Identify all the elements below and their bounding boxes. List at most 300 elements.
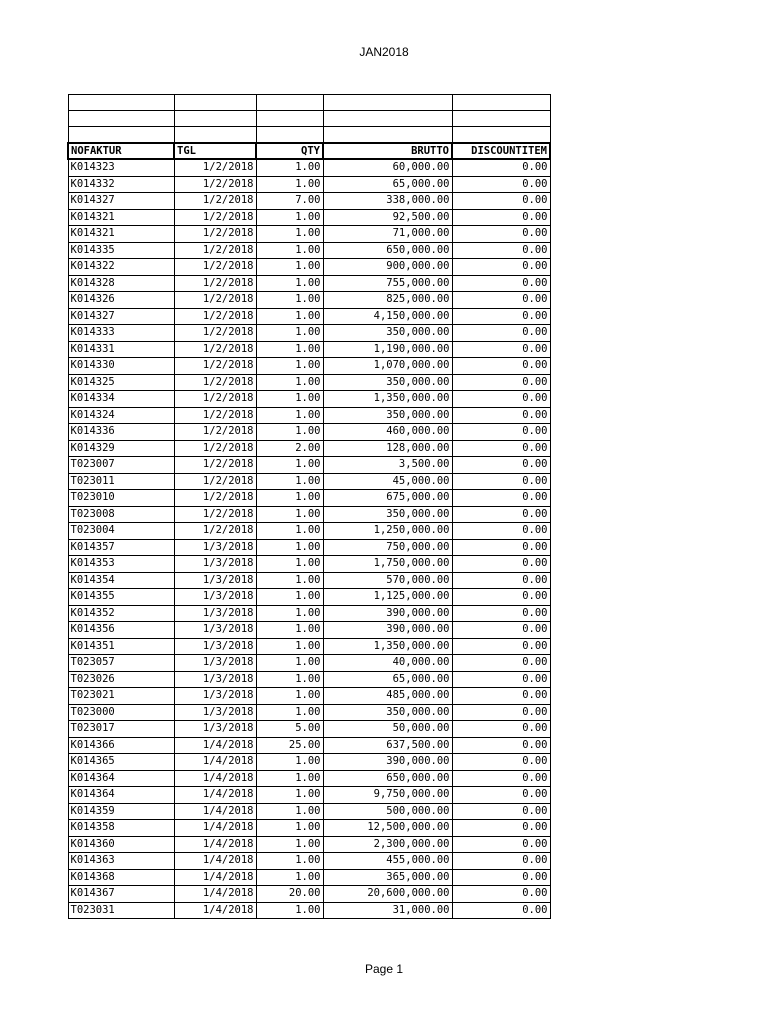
cell-qty: 1.00 (256, 869, 323, 886)
cell-nofaktur: K014331 (68, 341, 174, 358)
cell-discountitem: 0.00 (452, 523, 550, 540)
cell-qty: 1.00 (256, 292, 323, 309)
blank-cell (256, 127, 323, 144)
cell-tgl: 1/4/2018 (174, 803, 256, 820)
cell-tgl: 1/2/2018 (174, 358, 256, 375)
cell-discountitem: 0.00 (452, 688, 550, 705)
cell-nofaktur: K014364 (68, 787, 174, 804)
cell-tgl: 1/4/2018 (174, 853, 256, 870)
cell-tgl: 1/3/2018 (174, 556, 256, 573)
cell-brutto: 1,070,000.00 (323, 358, 452, 375)
cell-discountitem: 0.00 (452, 902, 550, 919)
cell-discountitem: 0.00 (452, 671, 550, 688)
cell-qty: 1.00 (256, 259, 323, 276)
cell-brutto: 675,000.00 (323, 490, 452, 507)
cell-qty: 1.00 (256, 572, 323, 589)
cell-discountitem: 0.00 (452, 473, 550, 490)
cell-brutto: 460,000.00 (323, 424, 452, 441)
cell-qty: 25.00 (256, 737, 323, 754)
cell-tgl: 1/2/2018 (174, 226, 256, 243)
blank-cell (323, 127, 452, 144)
table-row (68, 589, 550, 606)
table-row (68, 325, 550, 342)
cell-nofaktur: T023017 (68, 721, 174, 738)
blank-cell (256, 95, 323, 111)
cell-brutto: 1,125,000.00 (323, 589, 452, 606)
table-row (68, 226, 550, 243)
cell-tgl: 1/2/2018 (174, 457, 256, 474)
cell-qty: 1.00 (256, 407, 323, 424)
cell-discountitem: 0.00 (452, 655, 550, 672)
table-row (68, 473, 550, 490)
cell-qty: 7.00 (256, 193, 323, 210)
cell-tgl: 1/2/2018 (174, 159, 256, 176)
cell-discountitem: 0.00 (452, 622, 550, 639)
cell-brutto: 1,750,000.00 (323, 556, 452, 573)
cell-brutto: 1,350,000.00 (323, 638, 452, 655)
cell-qty: 1.00 (256, 622, 323, 639)
table-row (68, 886, 550, 903)
cell-qty: 1.00 (256, 803, 323, 820)
cell-discountitem: 0.00 (452, 325, 550, 342)
cell-discountitem: 0.00 (452, 176, 550, 193)
cell-discountitem: 0.00 (452, 242, 550, 259)
cell-qty: 1.00 (256, 424, 323, 441)
cell-brutto: 338,000.00 (323, 193, 452, 210)
cell-tgl: 1/4/2018 (174, 770, 256, 787)
page-title: JAN2018 (359, 45, 409, 59)
cell-tgl: 1/2/2018 (174, 391, 256, 408)
cell-nofaktur: K014351 (68, 638, 174, 655)
cell-nofaktur: T023000 (68, 704, 174, 721)
cell-qty: 2.00 (256, 440, 323, 457)
blank-cell (256, 111, 323, 127)
cell-brutto: 350,000.00 (323, 374, 452, 391)
table-row (68, 308, 550, 325)
cell-brutto: 825,000.00 (323, 292, 452, 309)
cell-brutto: 92,500.00 (323, 209, 452, 226)
blank-cell (68, 95, 174, 111)
table-row (68, 407, 550, 424)
cell-brutto: 40,000.00 (323, 655, 452, 672)
blank-cell (68, 111, 174, 127)
cell-qty: 1.00 (256, 671, 323, 688)
cell-qty: 1.00 (256, 159, 323, 176)
cell-nofaktur: K014353 (68, 556, 174, 573)
cell-discountitem: 0.00 (452, 226, 550, 243)
cell-brutto: 390,000.00 (323, 754, 452, 771)
cell-brutto: 390,000.00 (323, 622, 452, 639)
table-row (68, 638, 550, 655)
cell-tgl: 1/3/2018 (174, 539, 256, 556)
cell-tgl: 1/3/2018 (174, 622, 256, 639)
cell-qty: 1.00 (256, 209, 323, 226)
cell-discountitem: 0.00 (452, 721, 550, 738)
blank-cell (452, 111, 550, 127)
cell-qty: 1.00 (256, 226, 323, 243)
cell-nofaktur: K014363 (68, 853, 174, 870)
cell-tgl: 1/3/2018 (174, 589, 256, 606)
cell-tgl: 1/3/2018 (174, 688, 256, 705)
cell-discountitem: 0.00 (452, 440, 550, 457)
table-row (68, 440, 550, 457)
cell-qty: 1.00 (256, 341, 323, 358)
cell-qty: 20.00 (256, 886, 323, 903)
cell-tgl: 1/4/2018 (174, 886, 256, 903)
cell-discountitem: 0.00 (452, 853, 550, 870)
cell-discountitem: 0.00 (452, 770, 550, 787)
cell-tgl: 1/4/2018 (174, 836, 256, 853)
cell-nofaktur: T023004 (68, 523, 174, 540)
table-row (68, 358, 550, 375)
cell-brutto: 365,000.00 (323, 869, 452, 886)
cell-tgl: 1/2/2018 (174, 374, 256, 391)
cell-qty: 5.00 (256, 721, 323, 738)
cell-nofaktur: T023031 (68, 902, 174, 919)
cell-qty: 1.00 (256, 836, 323, 853)
cell-qty: 1.00 (256, 374, 323, 391)
cell-discountitem: 0.00 (452, 803, 550, 820)
cell-nofaktur: K014330 (68, 358, 174, 375)
cell-qty: 1.00 (256, 770, 323, 787)
cell-qty: 1.00 (256, 308, 323, 325)
cell-nofaktur: K014321 (68, 209, 174, 226)
header-qty: QTY (256, 143, 323, 159)
cell-qty: 1.00 (256, 820, 323, 837)
cell-discountitem: 0.00 (452, 424, 550, 441)
cell-nofaktur: K014355 (68, 589, 174, 606)
blank-cell (323, 111, 452, 127)
cell-nofaktur: K014325 (68, 374, 174, 391)
cell-brutto: 485,000.00 (323, 688, 452, 705)
cell-discountitem: 0.00 (452, 820, 550, 837)
table-row (68, 754, 550, 771)
blank-cell (174, 111, 256, 127)
cell-qty: 1.00 (256, 556, 323, 573)
cell-qty: 1.00 (256, 242, 323, 259)
cell-nofaktur: T023026 (68, 671, 174, 688)
cell-qty: 1.00 (256, 391, 323, 408)
cell-qty: 1.00 (256, 490, 323, 507)
cell-tgl: 1/2/2018 (174, 325, 256, 342)
header-row (68, 143, 550, 159)
table-row (68, 275, 550, 292)
table-row (68, 853, 550, 870)
cell-nofaktur: K014352 (68, 605, 174, 622)
cell-tgl: 1/2/2018 (174, 523, 256, 540)
cell-discountitem: 0.00 (452, 292, 550, 309)
cell-tgl: 1/3/2018 (174, 572, 256, 589)
header-nofaktur: NOFAKTUR (68, 143, 174, 159)
cell-qty: 1.00 (256, 523, 323, 540)
table-row (68, 902, 550, 919)
table-row (68, 671, 550, 688)
table-row (68, 704, 550, 721)
cell-brutto: 500,000.00 (323, 803, 452, 820)
cell-nofaktur: K014322 (68, 259, 174, 276)
cell-tgl: 1/3/2018 (174, 638, 256, 655)
cell-nofaktur: K014358 (68, 820, 174, 837)
cell-nofaktur: K014367 (68, 886, 174, 903)
cell-brutto: 128,000.00 (323, 440, 452, 457)
cell-discountitem: 0.00 (452, 572, 550, 589)
table-row (68, 688, 550, 705)
header-discountitem: DISCOUNTITEM (452, 143, 550, 159)
header-brutto: BRUTTO (323, 143, 452, 159)
cell-nofaktur: K014366 (68, 737, 174, 754)
table-row (68, 391, 550, 408)
cell-discountitem: 0.00 (452, 193, 550, 210)
cell-nofaktur: K014323 (68, 159, 174, 176)
cell-nofaktur: K014334 (68, 391, 174, 408)
table-row (68, 457, 550, 474)
cell-brutto: 650,000.00 (323, 242, 452, 259)
cell-tgl: 1/4/2018 (174, 902, 256, 919)
cell-tgl: 1/3/2018 (174, 704, 256, 721)
table-row (68, 622, 550, 639)
cell-qty: 1.00 (256, 688, 323, 705)
cell-discountitem: 0.00 (452, 704, 550, 721)
cell-discountitem: 0.00 (452, 275, 550, 292)
cell-brutto: 1,350,000.00 (323, 391, 452, 408)
cell-nofaktur: K014360 (68, 836, 174, 853)
cell-tgl: 1/2/2018 (174, 292, 256, 309)
cell-nofaktur: K014356 (68, 622, 174, 639)
table-row (68, 209, 550, 226)
cell-brutto: 50,000.00 (323, 721, 452, 738)
cell-nofaktur: K014326 (68, 292, 174, 309)
cell-qty: 1.00 (256, 605, 323, 622)
cell-tgl: 1/2/2018 (174, 259, 256, 276)
cell-brutto: 570,000.00 (323, 572, 452, 589)
table-row (68, 803, 550, 820)
cell-brutto: 350,000.00 (323, 704, 452, 721)
cell-discountitem: 0.00 (452, 374, 550, 391)
cell-nofaktur: K014327 (68, 308, 174, 325)
cell-discountitem: 0.00 (452, 308, 550, 325)
cell-tgl: 1/2/2018 (174, 490, 256, 507)
cell-brutto: 350,000.00 (323, 506, 452, 523)
cell-qty: 1.00 (256, 539, 323, 556)
cell-brutto: 4,150,000.00 (323, 308, 452, 325)
cell-nofaktur: K014365 (68, 754, 174, 771)
cell-nofaktur: T023007 (68, 457, 174, 474)
cell-qty: 1.00 (256, 787, 323, 804)
cell-brutto: 1,250,000.00 (323, 523, 452, 540)
cell-nofaktur: T023010 (68, 490, 174, 507)
cell-qty: 1.00 (256, 325, 323, 342)
cell-qty: 1.00 (256, 704, 323, 721)
cell-discountitem: 0.00 (452, 638, 550, 655)
table-row (68, 523, 550, 540)
table-row (68, 374, 550, 391)
cell-qty: 1.00 (256, 358, 323, 375)
cell-qty: 1.00 (256, 638, 323, 655)
cell-discountitem: 0.00 (452, 539, 550, 556)
cell-qty: 1.00 (256, 506, 323, 523)
cell-nofaktur: K014354 (68, 572, 174, 589)
cell-qty: 1.00 (256, 275, 323, 292)
blank-cell (452, 95, 550, 111)
cell-tgl: 1/4/2018 (174, 737, 256, 754)
cell-brutto: 750,000.00 (323, 539, 452, 556)
table-row (68, 556, 550, 573)
table-body (68, 95, 550, 919)
cell-brutto: 65,000.00 (323, 671, 452, 688)
cell-tgl: 1/3/2018 (174, 671, 256, 688)
table-row (68, 721, 550, 738)
cell-nofaktur: T023021 (68, 688, 174, 705)
cell-tgl: 1/2/2018 (174, 193, 256, 210)
cell-tgl: 1/2/2018 (174, 341, 256, 358)
cell-qty: 1.00 (256, 473, 323, 490)
cell-brutto: 900,000.00 (323, 259, 452, 276)
cell-brutto: 31,000.00 (323, 902, 452, 919)
cell-discountitem: 0.00 (452, 209, 550, 226)
cell-tgl: 1/4/2018 (174, 820, 256, 837)
cell-tgl: 1/2/2018 (174, 440, 256, 457)
cell-tgl: 1/4/2018 (174, 754, 256, 771)
cell-tgl: 1/2/2018 (174, 473, 256, 490)
cell-brutto: 60,000.00 (323, 159, 452, 176)
cell-nofaktur: K014329 (68, 440, 174, 457)
table-row (68, 176, 550, 193)
table-row (68, 787, 550, 804)
blank-cell (323, 95, 452, 111)
cell-discountitem: 0.00 (452, 754, 550, 771)
cell-brutto: 637,500.00 (323, 737, 452, 754)
cell-qty: 1.00 (256, 589, 323, 606)
table-row (68, 259, 550, 276)
blank-cell (174, 127, 256, 144)
cell-discountitem: 0.00 (452, 836, 550, 853)
table-row (68, 655, 550, 672)
cell-brutto: 45,000.00 (323, 473, 452, 490)
table-row (68, 490, 550, 507)
cell-brutto: 65,000.00 (323, 176, 452, 193)
table-row (68, 506, 550, 523)
cell-discountitem: 0.00 (452, 407, 550, 424)
cell-nofaktur: K014333 (68, 325, 174, 342)
cell-nofaktur: K014364 (68, 770, 174, 787)
cell-qty: 1.00 (256, 754, 323, 771)
table-row (68, 341, 550, 358)
cell-nofaktur: K014328 (68, 275, 174, 292)
cell-discountitem: 0.00 (452, 589, 550, 606)
cell-discountitem: 0.00 (452, 605, 550, 622)
cell-brutto: 755,000.00 (323, 275, 452, 292)
blank-cell (452, 127, 550, 144)
blank-row (68, 95, 550, 111)
cell-tgl: 1/2/2018 (174, 308, 256, 325)
cell-discountitem: 0.00 (452, 358, 550, 375)
cell-brutto: 1,190,000.00 (323, 341, 452, 358)
cell-qty: 1.00 (256, 176, 323, 193)
cell-discountitem: 0.00 (452, 737, 550, 754)
blank-row (68, 111, 550, 127)
table-row (68, 605, 550, 622)
cell-qty: 1.00 (256, 902, 323, 919)
cell-brutto: 455,000.00 (323, 853, 452, 870)
cell-brutto: 350,000.00 (323, 325, 452, 342)
table-row (68, 539, 550, 556)
table-row (68, 572, 550, 589)
cell-discountitem: 0.00 (452, 886, 550, 903)
cell-nofaktur: K014321 (68, 226, 174, 243)
table-row (68, 820, 550, 837)
cell-tgl: 1/2/2018 (174, 275, 256, 292)
table-row (68, 193, 550, 210)
cell-nofaktur: K014336 (68, 424, 174, 441)
cell-nofaktur: K014332 (68, 176, 174, 193)
table-row (68, 737, 550, 754)
cell-nofaktur: K014335 (68, 242, 174, 259)
header-tgl: TGL (174, 143, 256, 159)
cell-nofaktur: T023011 (68, 473, 174, 490)
cell-discountitem: 0.00 (452, 341, 550, 358)
cell-brutto: 650,000.00 (323, 770, 452, 787)
cell-tgl: 1/2/2018 (174, 424, 256, 441)
cell-brutto: 20,600,000.00 (323, 886, 452, 903)
cell-tgl: 1/2/2018 (174, 242, 256, 259)
table-row (68, 770, 550, 787)
cell-discountitem: 0.00 (452, 506, 550, 523)
cell-discountitem: 0.00 (452, 490, 550, 507)
cell-qty: 1.00 (256, 655, 323, 672)
cell-nofaktur: K014357 (68, 539, 174, 556)
cell-discountitem: 0.00 (452, 159, 550, 176)
cell-nofaktur: K014368 (68, 869, 174, 886)
cell-discountitem: 0.00 (452, 457, 550, 474)
cell-brutto: 350,000.00 (323, 407, 452, 424)
blank-row (68, 127, 550, 144)
cell-discountitem: 0.00 (452, 391, 550, 408)
table-row (68, 159, 550, 176)
cell-brutto: 3,500.00 (323, 457, 452, 474)
cell-tgl: 1/3/2018 (174, 655, 256, 672)
table-row (68, 836, 550, 853)
cell-discountitem: 0.00 (452, 259, 550, 276)
cell-tgl: 1/4/2018 (174, 869, 256, 886)
cell-discountitem: 0.00 (452, 869, 550, 886)
cell-discountitem: 0.00 (452, 556, 550, 573)
cell-tgl: 1/3/2018 (174, 721, 256, 738)
cell-tgl: 1/2/2018 (174, 176, 256, 193)
blank-cell (174, 95, 256, 111)
cell-tgl: 1/2/2018 (174, 506, 256, 523)
cell-nofaktur: T023057 (68, 655, 174, 672)
cell-brutto: 71,000.00 (323, 226, 452, 243)
table-row (68, 292, 550, 309)
cell-discountitem: 0.00 (452, 787, 550, 804)
invoice-table (67, 94, 551, 919)
cell-tgl: 1/2/2018 (174, 407, 256, 424)
cell-tgl: 1/3/2018 (174, 605, 256, 622)
cell-qty: 1.00 (256, 853, 323, 870)
cell-nofaktur: K014324 (68, 407, 174, 424)
table-row (68, 424, 550, 441)
table-row (68, 242, 550, 259)
table-row (68, 869, 550, 886)
cell-nofaktur: K014359 (68, 803, 174, 820)
cell-brutto: 390,000.00 (323, 605, 452, 622)
cell-brutto: 2,300,000.00 (323, 836, 452, 853)
cell-nofaktur: T023008 (68, 506, 174, 523)
cell-tgl: 1/4/2018 (174, 787, 256, 804)
page-footer: Page 1 (364, 962, 404, 976)
cell-brutto: 9,750,000.00 (323, 787, 452, 804)
blank-cell (68, 127, 174, 144)
